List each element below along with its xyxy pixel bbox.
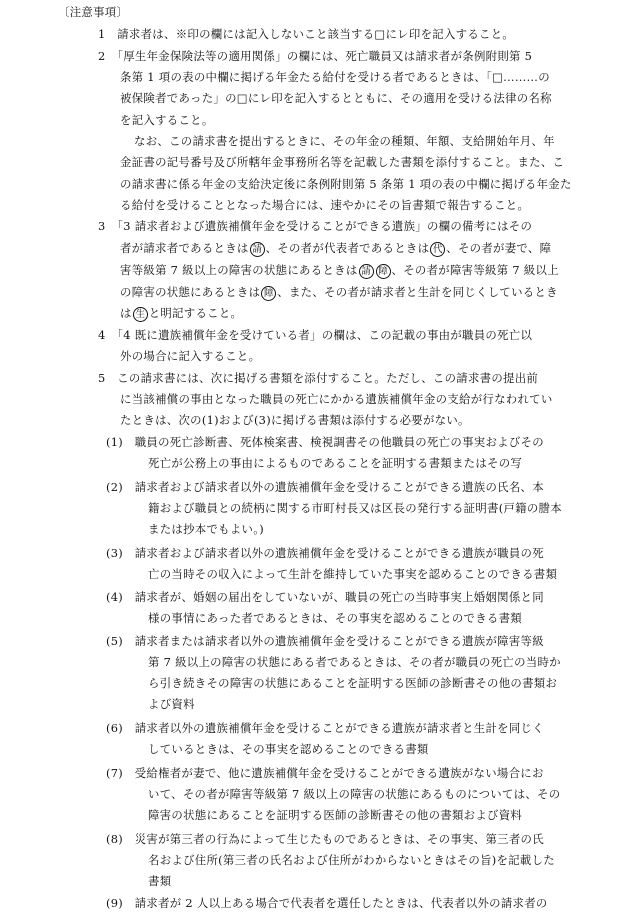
- note-3-line-3: [120, 260, 559, 281]
- note-3-line-1: 3 「3 請求者および遺族補償年金を受けることができる遺族」の欄の備考にはその: [98, 219, 533, 233]
- item-5-line-2: 第 7 級以上の障害の状態にある者であるときは、その者が職員の死亡の当時か: [148, 655, 561, 669]
- item-5-line-1: (5) 請求者または請求者以外の遺族補償年金を受けることができる遺族が障害等級: [106, 634, 544, 648]
- note-4-line-1: 4 「4 既に遺族補償年金を受けている者」の欄は、この記載の事由が職員の死亡以: [98, 328, 533, 342]
- item-6-line-2: しているときは、その事実を認めることのできる書類: [148, 742, 429, 756]
- item-8-line-2: 名および住所(第三者の氏名および住所がわからないときはその旨)を記載した: [148, 853, 555, 867]
- item-4-line-1: (4) 請求者が、婚姻の届出をしていないが、職員の死亡の当時事実上婚姻関係と同: [106, 590, 544, 604]
- note-3-text: 、その者が代表者であるときは: [265, 241, 430, 255]
- note-3-text: 、また、その者が請求者と生計を同じくしているとき: [277, 285, 558, 299]
- circled-sho-mark: 障: [376, 264, 391, 279]
- item-9-line-1: (9) 請求者が 2 人以上ある場合で代表者を選任したときは、代表者以外の請求者の: [106, 896, 548, 910]
- circled-sei2-mark: 生: [133, 307, 148, 322]
- circled-sei-mark: 請: [359, 264, 374, 279]
- note-3-line-2: [120, 238, 551, 259]
- note-3-text: 、その者が障害等級第 7 級以上: [391, 263, 559, 277]
- item-5-line-3: ら引き続きその障害の状態にあることを証明する医師の診断書その他の書類お: [148, 676, 558, 690]
- circled-sei-mark: 請: [250, 242, 265, 257]
- notes-heading: 〔注意事項〕: [58, 5, 129, 19]
- note-3-line-4: [120, 282, 558, 303]
- note-3-text: 者が請求者であるときは: [120, 241, 249, 255]
- item-6-line-1: (6) 請求者以外の遺族補償年金を受けることができる遺族が請求者と生計を同じく: [106, 721, 544, 735]
- item-7-line-1: (7) 受給権者が妻で、他に遺族補償年金を受けることができる遺族がない場合にお: [106, 766, 544, 780]
- note-3-text: と明記すること。: [148, 306, 243, 320]
- note-2-line-3: 被保険者であった」の□にレ印を記入するとともに、その適用を受ける法律の名称: [120, 91, 552, 105]
- note-2-line-6: 金証書の記号番号及び所轄年金事務所名等を記載した書類を添付すること。また、こ: [120, 155, 565, 169]
- note-1: 1 請求者は、※印の欄には記入しないこと該当する□にレ印を記入すること。: [98, 27, 515, 41]
- note-2-line-1: 2 「厚生年金保険法等の適用関係」の欄には、死亡職員又は請求者が条例附則第 5: [98, 49, 533, 63]
- item-8-line-3: 書類: [148, 874, 172, 888]
- note-2-line-5: なお、この請求書を提出するときに、その年金の種類、年額、支給開始年月、年: [134, 134, 555, 148]
- note-3-text: は: [120, 306, 132, 320]
- circled-sho-mark: 障: [261, 286, 276, 301]
- note-2-line-8: る給付を受けることとなった場合には、速やかにその旨書類で報告すること。: [120, 198, 530, 212]
- note-2-line-2: 条第 1 項の表の中欄に掲げる年金たる給付を受ける者であるときは、「□………の: [120, 70, 550, 84]
- note-5-line-3: たときは、次の(1)および(3)に掲げる書類は添付する必要がない。: [120, 413, 470, 427]
- note-4-line-2: 外の場合に記入すること。: [120, 349, 261, 363]
- note-5-line-1: 5 この請求書には、次に掲げる書類を添付すること。ただし、この請求書の提出前: [98, 371, 539, 385]
- item-5-line-4: よび資料: [148, 697, 195, 711]
- item-3-line-2: 亡の当時その収入によって生計を維持していた事実を認めることのできる書類: [148, 567, 558, 581]
- note-3-line-5: [120, 303, 242, 324]
- note-3-text: 害等級第 7 級以上の障害の状態にあるときは: [120, 263, 358, 277]
- item-8-line-1: (8) 災害が第三者の行為によって生じたものであるときは、その事実、第三者の氏: [106, 832, 544, 846]
- item-4-line-2: 様の事情にあった者であるときは、その事実を認めることのできる書類: [148, 611, 522, 625]
- circled-dai-mark: 代: [430, 242, 445, 257]
- note-3-text: の障害の状態にあるときは: [120, 285, 261, 299]
- item-1-line-1: (1) 職員の死亡診断書、死体検案書、検視調書その他職員の死亡の事実およびその: [106, 435, 544, 449]
- note-5-line-2: に当該補償の事由となった職員の死亡にかかる遺族補償年金の支給が行なわれてい: [120, 392, 553, 406]
- item-2-line-3: または抄本でもよい。): [148, 522, 264, 536]
- item-2-line-1: (2) 請求者および請求者以外の遺族補償年金を受けることができる遺族の氏名、本: [106, 480, 544, 494]
- note-2-line-7: の請求書に係る年金の支給決定後に条例附則第 5 条第 1 項の表の中欄に掲げる年金た: [120, 177, 572, 191]
- item-2-line-2: 籍および職員との続柄に関する市町村長又は区長の発行する証明書(戸籍の謄本: [148, 501, 562, 515]
- note-3-text: 、その者が妻で、障: [446, 241, 552, 255]
- item-7-line-3: 障害の状態にあることを証明する医師の診断書その他の書類および資料: [148, 808, 523, 822]
- note-2-line-4: を記入すること。: [120, 113, 214, 127]
- item-7-line-2: いて、その者が障害等級第 7 級以上の障害の状態にあるものについては、その: [148, 787, 561, 801]
- item-3-line-1: (3) 請求者および請求者以外の遺族補償年金を受けることができる遺族が職員の死: [106, 546, 544, 560]
- item-1-line-2: 死亡が公務上の事由によるものであることを証明する書類またはその写: [148, 456, 523, 470]
